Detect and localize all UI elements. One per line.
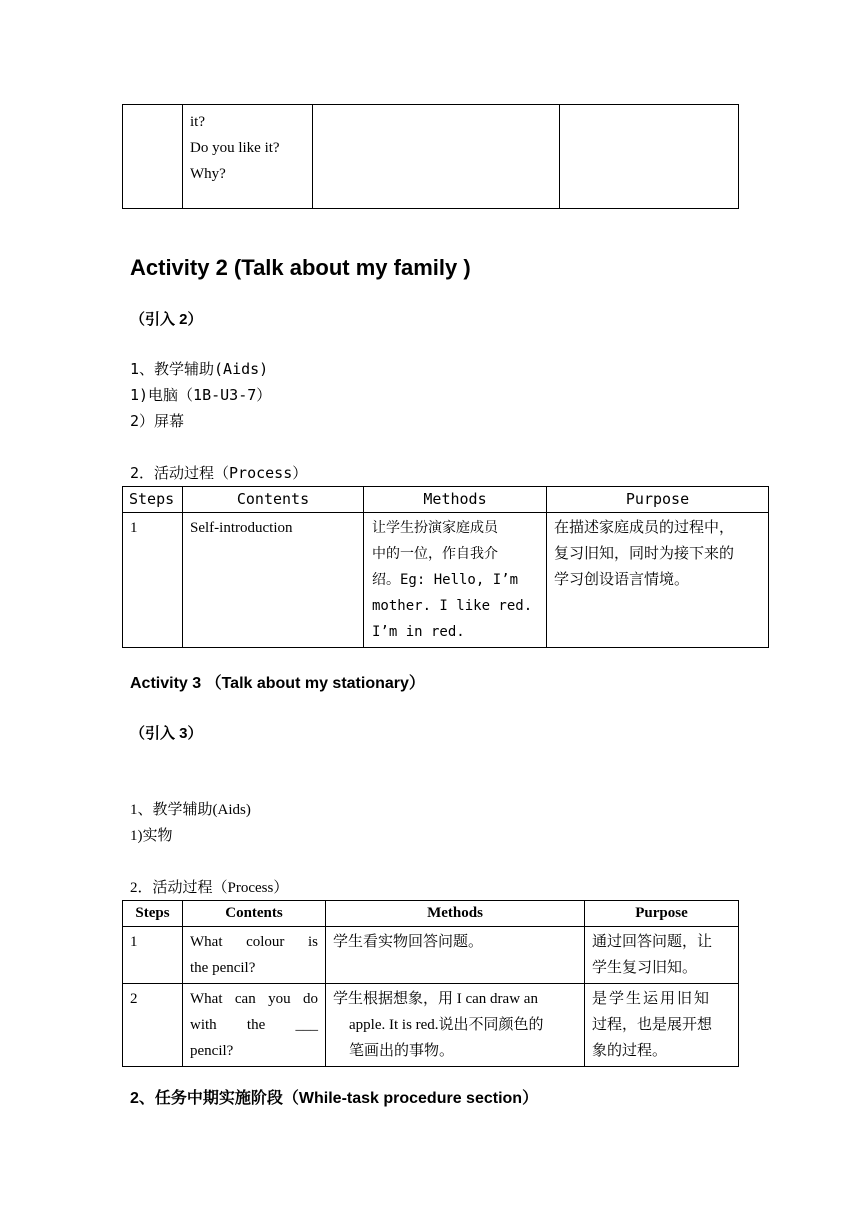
header-steps: Steps	[123, 901, 183, 927]
header-purpose: Purpose	[547, 487, 769, 513]
methods-line: apple. It is red.说出不同颜色的	[349, 1017, 544, 1033]
activity3-intro: （引入 3）	[130, 725, 203, 742]
content-line: with the ___	[190, 1017, 318, 1033]
content-line: What colour is	[190, 934, 318, 950]
activity2-table	[122, 486, 769, 648]
content-line: the pencil?	[190, 960, 256, 976]
activity2-aids-heading: 1、教学辅助(Aids)	[130, 360, 269, 378]
table-row-methods	[364, 513, 547, 648]
table-row-step: 2	[123, 984, 183, 1067]
header-purpose: Purpose	[585, 901, 739, 927]
activity3-table	[122, 900, 739, 1067]
purpose-line: 复习旧知，同时为接下来的	[554, 546, 735, 562]
activity3-title: Activity 3 （Talk about my stationary）	[130, 675, 425, 692]
table-row-purpose	[585, 984, 739, 1067]
purpose-line: 通过回答问题，让	[592, 934, 713, 950]
activity2-aid-item: 2）屏幕	[130, 412, 185, 430]
methods-line: 中的一位，作自我介	[372, 546, 498, 562]
table-row-purpose	[585, 927, 739, 984]
contents-line: Why?	[190, 166, 226, 182]
methods-line: 笔画出的事物。	[349, 1043, 455, 1059]
purpose-line: 学生复习旧知。	[592, 960, 698, 976]
methods-line: mother. I like red.	[372, 598, 533, 614]
purpose-line: 象的过程。	[592, 1043, 668, 1059]
methods-line: I’m in red.	[372, 624, 465, 640]
top-table-contents-cell	[183, 105, 313, 209]
content-line: pencil?	[190, 1043, 234, 1059]
section2-heading: 2、任务中期实施阶段（While-task procedure section）	[130, 1090, 539, 1107]
purpose-line: 过程，也是展开想	[592, 1017, 713, 1033]
table-row-methods	[326, 984, 585, 1067]
content-line: What can you do	[190, 991, 318, 1007]
activity2-aid-item: 1)电脑（1B-U3-7）	[130, 386, 272, 404]
header-methods: Methods	[364, 487, 547, 513]
table-row-content: Self-introduction	[183, 513, 364, 648]
table-row-content	[183, 984, 326, 1067]
header-contents: Contents	[183, 901, 326, 927]
header-methods: Methods	[326, 901, 585, 927]
methods-line: 让学生扮演家庭成员	[372, 520, 498, 536]
contents-line: Do you like it?	[190, 140, 280, 156]
purpose-line: 学习创设语言情境。	[554, 572, 690, 588]
table-row-content	[183, 927, 326, 984]
activity2-title: Activity 2 (Talk about my family )	[130, 255, 471, 280]
table-row-step: 1	[123, 513, 183, 648]
table-row-purpose	[547, 513, 769, 648]
table-row-step: 1	[123, 927, 183, 984]
methods-line: 学生看实物回答问题。	[333, 934, 484, 950]
purpose-line: 在描述家庭成员的过程中，	[554, 520, 735, 536]
top-table-step-cell	[123, 105, 183, 209]
top-table-purpose-cell	[560, 105, 739, 209]
methods-line: 学生根据想象，用 I can draw an	[333, 991, 538, 1007]
header-contents: Contents	[183, 487, 364, 513]
methods-line: 绍。Eg: Hello, I’m	[372, 572, 519, 588]
top-table-methods-cell	[313, 105, 560, 209]
table-row-methods	[326, 927, 585, 984]
activity2-intro: （引入 2）	[130, 311, 203, 328]
contents-line: it?	[190, 114, 205, 130]
header-steps: Steps	[123, 487, 183, 513]
activity3-process-heading: 2．活动过程（Process）	[130, 880, 289, 896]
top-table	[122, 104, 739, 209]
activity3-aid-item: 1)实物	[130, 828, 173, 844]
activity3-aids-heading: 1、教学辅助(Aids)	[130, 802, 251, 818]
activity2-process-heading: 2．活动过程（Process）	[130, 464, 308, 482]
purpose-line: 是学生运用旧知	[592, 991, 712, 1007]
